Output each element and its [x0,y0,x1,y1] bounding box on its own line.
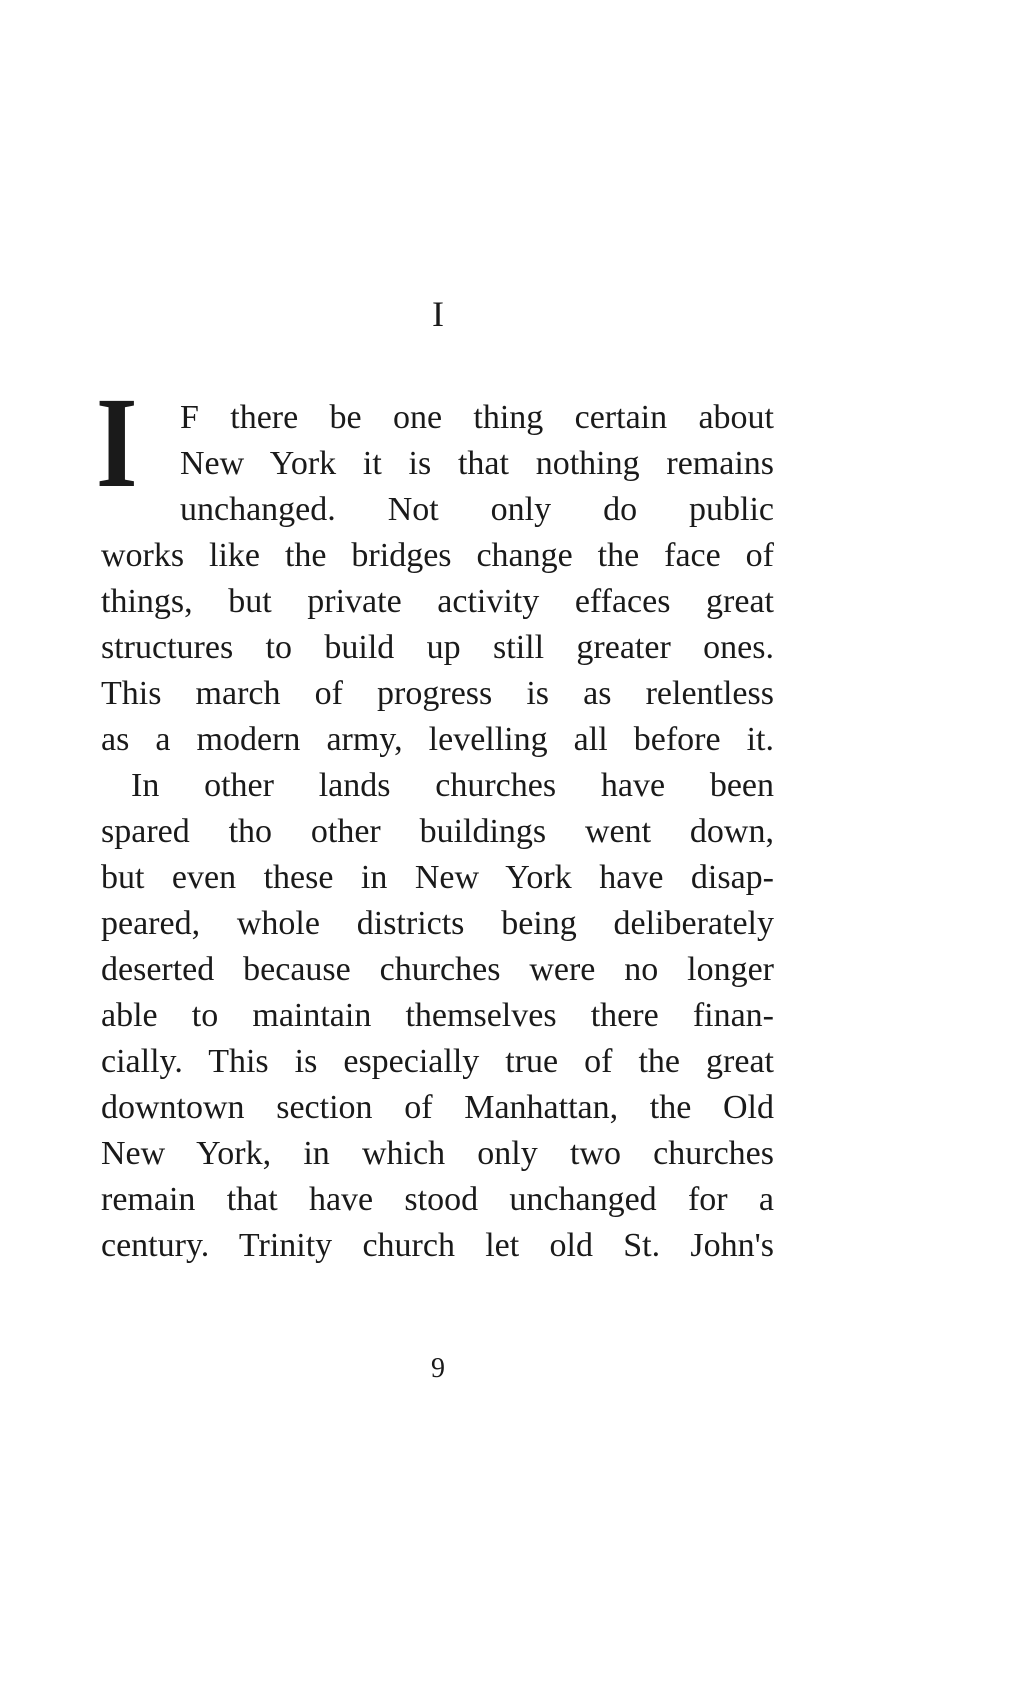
text-line: as a modern army, levelling all before it. [101,721,774,758]
text-line: remain that have stood unchanged for a [101,1181,774,1218]
text-line: downtown section of Manhattan, the Old [101,1089,774,1126]
text-line: unchanged. Not only do public [180,491,774,528]
text-line: deserted because churches were no longer [101,951,774,988]
text-line: In other lands churches have been [131,767,774,804]
text-line: but even these in New York have disap- [101,859,774,896]
text-line: New York it is that nothing remains [180,445,774,482]
text-line: peared, whole districts being deliberately [101,905,774,942]
text-line: structures to build up still greater ones. [101,629,774,666]
chapter-numeral: I [432,294,444,334]
text-line: things, but private activity effaces great [101,583,774,620]
page-number: 9 [431,1353,445,1384]
drop-cap: I [96,371,138,515]
text-line: This march of progress is as relentless [101,675,774,712]
text-line: New York, in which only two churches [101,1135,774,1172]
text-line: works like the bridges change the face of [101,537,774,574]
text-line: cially. This is especially true of the great [101,1043,774,1080]
text-line: spared tho other buildings went down, [101,813,774,850]
text-line: century. Trinity church let old St. John's [101,1227,774,1264]
text-line: able to maintain themselves there finan- [101,997,774,1034]
text-line: F there be one thing certain about [180,399,774,436]
